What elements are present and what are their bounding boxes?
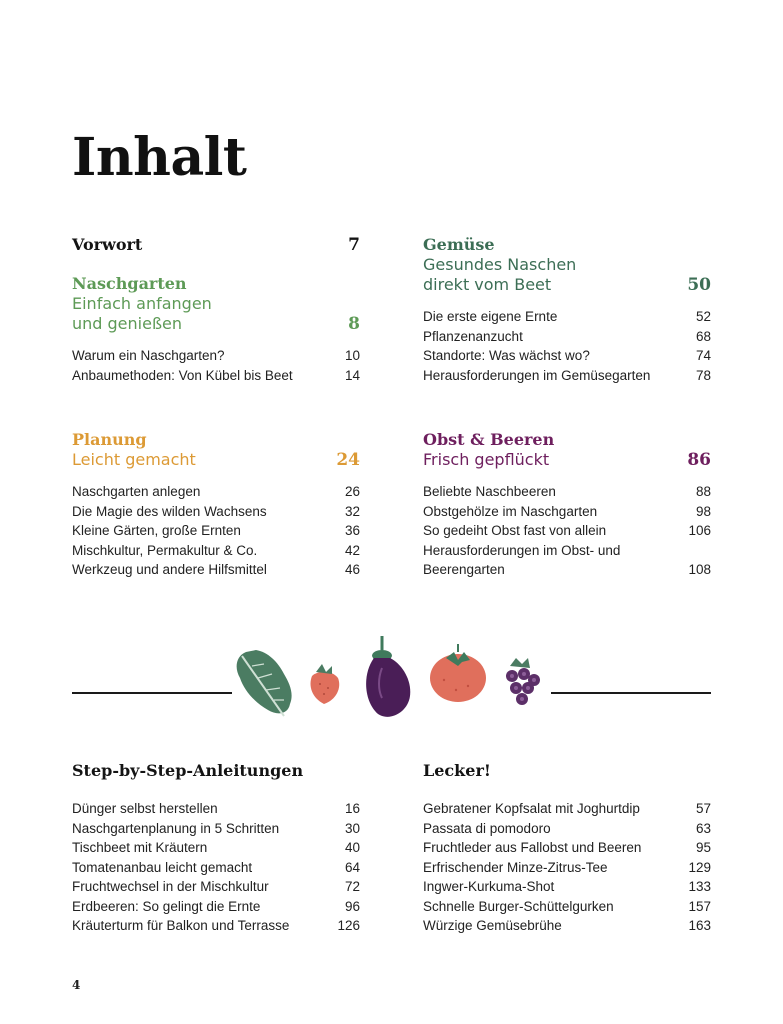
toc-entry-title: Werkzeug und andere Hilfsmittel: [72, 562, 267, 577]
toc-entry-page: 63: [695, 820, 711, 836]
toc-entry-title: Mischkultur, Permakultur & Co.: [72, 542, 258, 558]
toc-entry-page: 129: [688, 859, 711, 875]
toc-entry-page: 46: [344, 562, 360, 577]
toc-entry-title: Würzige Gemüsebrühe: [423, 918, 562, 933]
section-title: Vorwort: [72, 235, 143, 254]
toc-entry-title: Tomatenanbau leicht gemacht: [72, 859, 253, 875]
toc-entries: [423, 799, 711, 936]
toc-entry-page: 98: [695, 503, 711, 519]
page-title: Inhalt: [72, 127, 247, 188]
toc-entry-page: 108: [688, 562, 711, 577]
toc-entry[interactable]: [423, 502, 711, 522]
toc-entry[interactable]: [423, 366, 711, 386]
toc-entry-title: Erdbeeren: So gelingt die Ernte: [72, 898, 261, 914]
toc-entry-title: Naschgartenplanung in 5 Schritten: [72, 820, 280, 836]
toc-entry[interactable]: [72, 838, 360, 858]
section-subtitle: Einfach anfangen und genießen: [72, 294, 212, 333]
toc-entry-page: 88: [695, 484, 711, 499]
toc-entry[interactable]: [72, 858, 360, 878]
toc-entry-page: 26: [344, 484, 360, 499]
toc-entry[interactable]: [72, 346, 360, 366]
strawberry-icon: [311, 664, 340, 704]
toc-entry[interactable]: [72, 916, 360, 936]
toc-entry[interactable]: [423, 541, 711, 580]
section-subtitle: Frisch gepflückt: [423, 450, 550, 469]
toc-entry-title: Erfrischender Minze-Zitrus-Tee: [423, 859, 608, 875]
toc-entry[interactable]: [423, 916, 711, 936]
toc-entry-page: 106: [688, 523, 711, 538]
toc-entry[interactable]: [72, 877, 360, 897]
toc-entry[interactable]: [72, 541, 360, 561]
toc-entry-page: 57: [695, 801, 711, 816]
toc-entry[interactable]: [72, 897, 360, 917]
tomato-icon: [430, 644, 486, 702]
toc-entry-page: 126: [337, 918, 360, 933]
toc-entry-title: Fruchtleder aus Fallobst und Beeren: [423, 840, 642, 855]
toc-entry[interactable]: [72, 819, 360, 839]
section-title: Planung: [72, 430, 147, 449]
toc-entry-page: 36: [344, 523, 360, 538]
toc-entry-title: Kleine Gärten, große Ernten: [72, 523, 241, 538]
toc-entry-page: 96: [344, 898, 360, 914]
toc-entry-page: 32: [344, 503, 360, 519]
toc-entry[interactable]: [72, 366, 360, 386]
section-page: 86: [687, 450, 711, 470]
toc-entry-page: 40: [344, 840, 360, 855]
toc-section-planung: [72, 430, 360, 580]
toc-entry[interactable]: [423, 521, 711, 541]
toc-entry-title: Dünger selbst herstellen: [72, 801, 218, 816]
toc-entry[interactable]: [72, 502, 360, 522]
toc-entry-page: 72: [344, 879, 360, 894]
toc-entry-title: Pflanzenanzucht: [423, 328, 523, 344]
toc-section-step-by-step: [72, 761, 360, 936]
kale-leaf-icon: [237, 650, 292, 716]
toc-entry[interactable]: [423, 897, 711, 917]
section-page: 7: [348, 235, 360, 255]
section-title: Obst & Beeren: [423, 430, 555, 449]
page-number: 4: [72, 978, 81, 992]
toc-entries: [423, 482, 711, 580]
toc-entry[interactable]: [423, 327, 711, 347]
section-subtitle: Leicht gemacht: [72, 450, 196, 469]
toc-entry[interactable]: [423, 838, 711, 858]
toc-entry-page: 30: [344, 820, 360, 836]
toc-entries: [72, 346, 360, 385]
toc-entries: [423, 307, 711, 385]
toc-entry[interactable]: [72, 482, 360, 502]
toc-entry[interactable]: [72, 521, 360, 541]
toc-entry[interactable]: [72, 560, 360, 580]
toc-entry[interactable]: [423, 858, 711, 878]
toc-entry-page: 78: [695, 367, 711, 383]
section-page: 24: [336, 450, 360, 470]
toc-entries: [72, 799, 360, 936]
toc-entry-title: Die Magie des wilden Wachsens: [72, 503, 267, 519]
divider-right: [551, 692, 711, 694]
toc-entries: [72, 482, 360, 580]
toc-entry[interactable]: [423, 877, 711, 897]
toc-section-vorwort[interactable]: [72, 235, 360, 255]
toc-entry-title: Passata di pomodoro: [423, 820, 551, 836]
section-page: 50: [687, 275, 711, 295]
toc-entry-page: 52: [695, 309, 711, 324]
eggplant-icon: [366, 636, 410, 717]
toc-entry-title: Standorte: Was wächst wo?: [423, 348, 590, 363]
section-title: Step-by-Step-Anleitungen: [72, 761, 304, 780]
toc-entry-title: Herausforderungen im Gemüsegarten: [423, 367, 651, 383]
vegetable-illustration: [232, 628, 552, 724]
section-title: Lecker!: [423, 761, 491, 780]
toc-entry-title: Tischbeet mit Kräutern: [72, 840, 208, 855]
toc-entry-title: Schnelle Burger-Schüttelgurken: [423, 898, 614, 914]
toc-entry-title: Obstgehölze im Naschgarten: [423, 503, 598, 519]
section-page: 8: [348, 314, 360, 334]
toc-entry-page: 10: [344, 348, 360, 363]
toc-entry-title: Gebratener Kopfsalat mit Joghurtdip: [423, 801, 640, 816]
toc-entry[interactable]: [423, 799, 711, 819]
toc-entry-page: 14: [344, 367, 360, 383]
toc-entry-title: Warum ein Naschgarten?: [72, 348, 225, 363]
section-subtitle: Gesundes Naschen direkt vom Beet: [423, 255, 577, 294]
toc-entry-page: 133: [688, 879, 711, 894]
toc-entry[interactable]: [423, 307, 711, 327]
toc-entry-title: Herausforderungen im Obst- und Beerengarten: [423, 542, 621, 577]
toc-entry-page: 64: [344, 859, 360, 875]
toc-entry-page: 74: [695, 348, 711, 363]
toc-entry-title: Beliebte Naschbeeren: [423, 484, 556, 499]
toc-section-obst: [423, 430, 711, 580]
toc-entry-title: Ingwer-Kurkuma-Shot: [423, 879, 555, 894]
toc-entry-page: 68: [695, 328, 711, 344]
toc-entry[interactable]: [72, 799, 360, 819]
toc-entry-page: 163: [688, 918, 711, 933]
toc-section-naschgarten: [72, 274, 360, 385]
toc-entry-title: Anbaumethoden: Von Kübel bis Beet: [72, 367, 293, 383]
toc-entry-page: 42: [344, 542, 360, 558]
toc-section-gemuese: [423, 235, 711, 385]
section-title: Naschgarten: [72, 274, 187, 293]
toc-entry[interactable]: [423, 346, 711, 366]
toc-entry-title: Naschgarten anlegen: [72, 484, 201, 499]
toc-entry-title: So gedeiht Obst fast von allein: [423, 523, 607, 538]
blackberry-icon: [506, 658, 540, 705]
toc-entry-title: Kräuterturm für Balkon und Terrasse: [72, 918, 290, 933]
toc-entry[interactable]: [423, 819, 711, 839]
toc-entry-page: 16: [344, 801, 360, 816]
toc-entry-page: 157: [688, 898, 711, 914]
toc-entry-page: 95: [695, 840, 711, 855]
toc-entry-title: Fruchtwechsel in der Mischkultur: [72, 879, 269, 894]
toc-entry-title: Die erste eigene Ernte: [423, 309, 558, 324]
divider-left: [72, 692, 232, 694]
toc-section-lecker: [423, 761, 711, 936]
section-title: Gemüse: [423, 235, 495, 254]
toc-entry[interactable]: [423, 482, 711, 502]
